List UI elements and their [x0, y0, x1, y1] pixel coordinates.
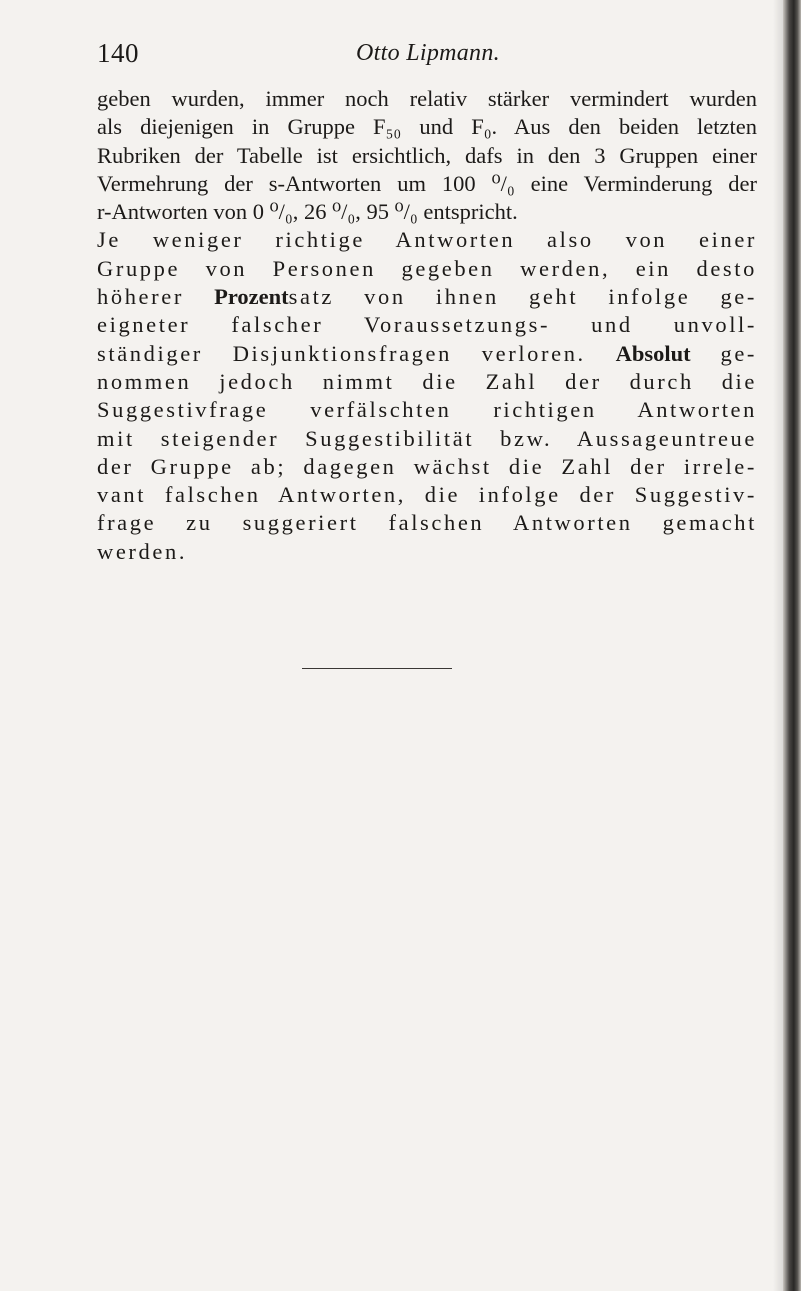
text-line: eigneter falscher Voraussetzungs- und unvoll-	[97, 312, 757, 338]
text-line: werden.	[97, 538, 188, 564]
text-line: Suggestivfrage verfälschten richtigen Antworten	[97, 397, 757, 423]
page-header	[97, 38, 759, 72]
text-line: Rubriken der Tabelle ist ersichtlich, dafs in den 3 Gruppen einer	[97, 142, 757, 168]
text-line: als diejenigen in Gruppe F₅₀ und F₀. Aus den beiden letzten	[97, 114, 757, 140]
text-line: r-Antworten von 0 ⁰/₀, 26 ⁰/₀, 95 ⁰/₀ entspricht.	[97, 199, 518, 225]
binding-shadow	[773, 0, 783, 1291]
text-line: Je weniger richtige Antworten also von einer	[97, 227, 757, 253]
running-head: Otto Lipmann.	[356, 40, 500, 66]
text-line: der Gruppe ab; dagegen wächst die Zahl der irrele-	[97, 453, 757, 479]
footnote-rule	[302, 668, 452, 669]
text-segment: höherer	[97, 284, 215, 310]
text-line	[97, 340, 757, 368]
book-binding-edge	[783, 0, 801, 1291]
text-line: Gruppe von Personen gegeben werden, ein desto	[97, 255, 757, 281]
text-segment: ständiger Disjunktionsfragen verloren.	[97, 340, 616, 366]
text-segment: satz von ihnen geht infolge ge-	[288, 284, 757, 310]
text-line: frage zu suggeriert falschen Antworten gemacht	[97, 510, 757, 536]
text-line	[97, 283, 757, 311]
text-line: nommen jedoch nimmt die Zahl der durch die	[97, 368, 757, 394]
text-line: geben wurden, immer noch relativ stärker vermindert wurden	[97, 86, 757, 111]
bold-word-prozent: Prozent	[214, 284, 289, 310]
bold-word-absolut: Absolut	[615, 340, 691, 366]
text-segment: ge-	[690, 340, 757, 366]
text-line: Vermehrung der s-Antworten um 100 ⁰/₀ eine Verminderung der	[97, 170, 757, 196]
body-text	[97, 85, 757, 566]
text-line: mit steigender Suggestibilität bzw. Aussageuntreue	[97, 425, 757, 451]
text-line: vant falschen Antworten, die infolge der Suggestiv-	[97, 482, 757, 508]
page-number: 140	[97, 38, 139, 68]
